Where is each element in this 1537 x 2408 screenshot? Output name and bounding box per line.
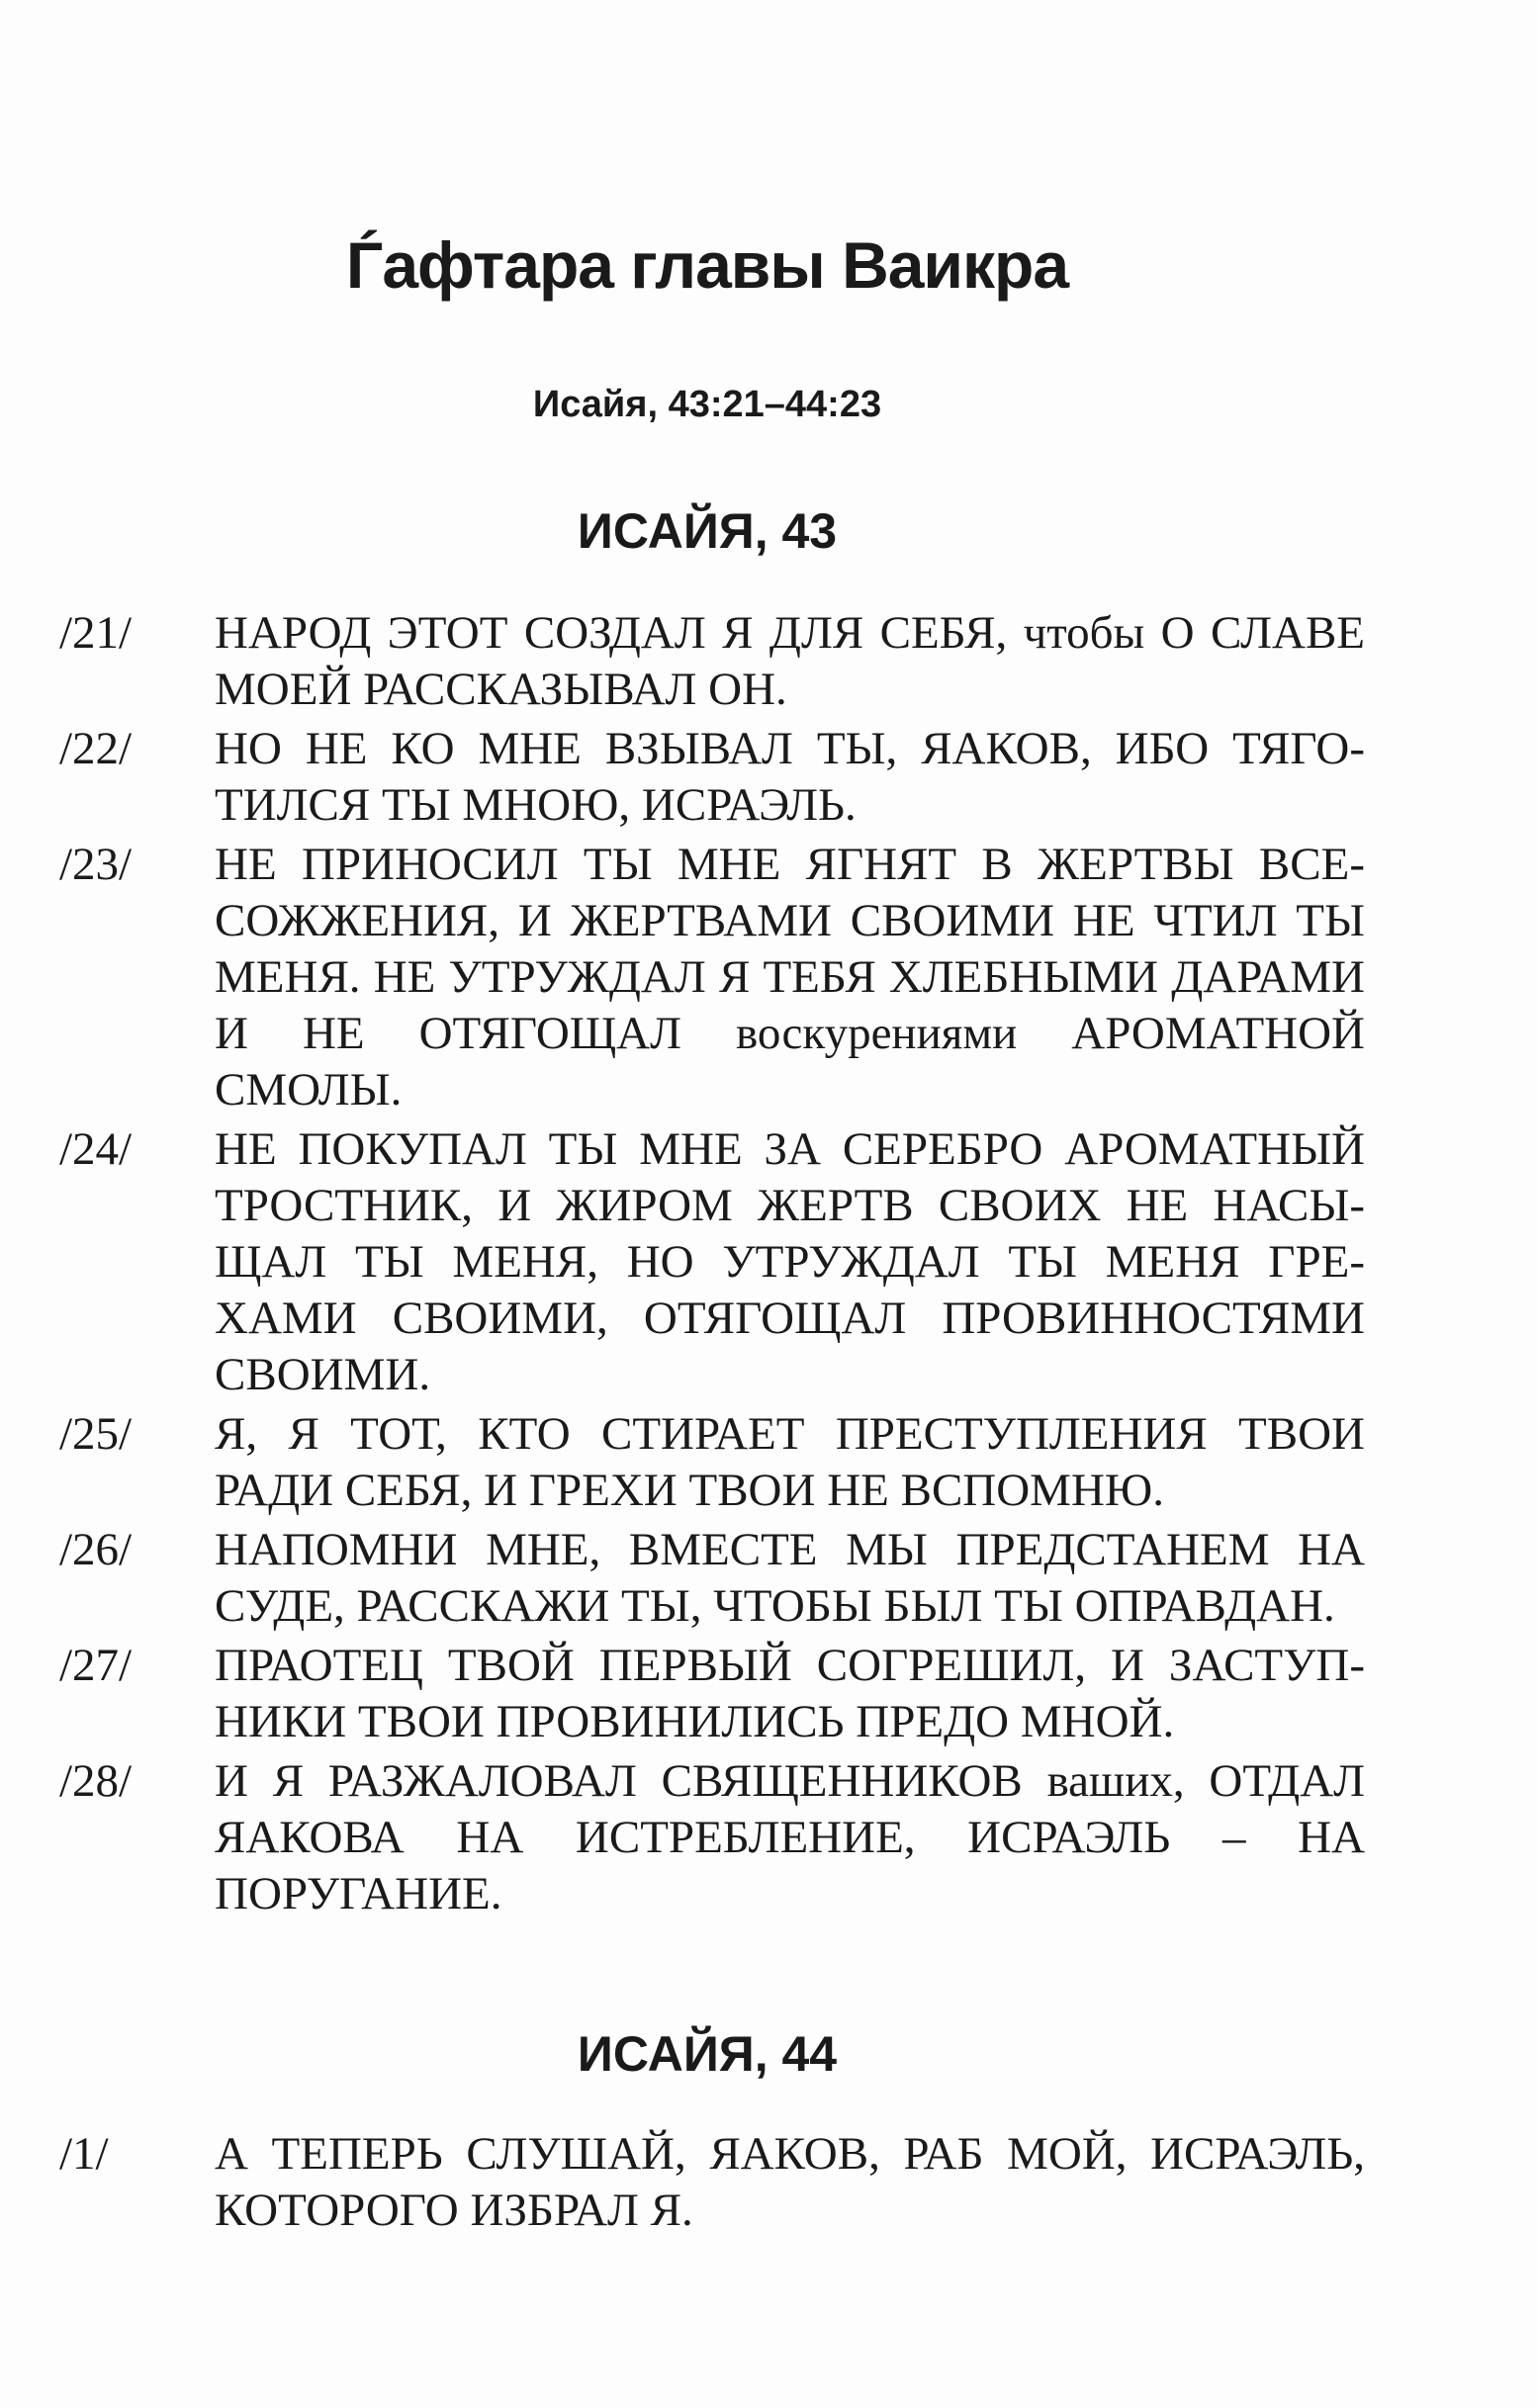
verse [59, 1638, 1365, 1750]
verse [59, 605, 1365, 718]
verse-number: /24/ [59, 1123, 133, 1175]
verse-text: И Я РАЗЖАЛОВАЛ СВЯЩЕННИКОВ ваших, ОТДАЛ ЯАКОВА НА ИСТРЕБЛЕНИЕ, ИСРАЭЛЬ – НА ПОРУГАНИЕ. [215, 1755, 1365, 1919]
verse [59, 1406, 1365, 1519]
verse-text: НЕ ПРИНОСИЛ ТЫ МНЕ ЯГНЯТ В ЖЕРТВЫ ВСЕСОЖЖЕНИЯ, И ЖЕРТВАМИ СВОИМИ НЕ ЧТИЛ ТЫ МЕНЯ. НЕ УТРУЖДАЛ Я ТЕБЯ ХЛЕБНЫМИ ДАРАМИ И НЕ ОТЯГОЩАЛ воскурениями АРОМАТНОЙ СМОЛЫ. [215, 839, 1365, 1115]
verse [59, 721, 1365, 834]
verse-number: /28/ [59, 1755, 133, 1807]
verse-text: НАПОМНИ МНЕ, ВМЕСТЕ МЫ ПРЕДСТАНЕМ НА СУДЕ, РАССКАЖИ ТЫ, ЧТОБЫ БЫЛ ТЫ ОПРАВДАН. [215, 1524, 1365, 1632]
verse [59, 1522, 1365, 1635]
verse [59, 837, 1365, 1118]
verse-number: /26/ [59, 1524, 133, 1575]
verse [59, 1753, 1365, 1922]
verse-list-43 [59, 605, 1365, 1925]
verse-number: /25/ [59, 1408, 133, 1460]
verse-number: /22/ [59, 723, 133, 774]
verse-text: А ТЕПЕРЬ СЛУШАЙ, ЯАКОВ, РАБ МОЙ, ИСРАЭЛЬ, КОТОРОГО ИЗБРАЛ Я. [215, 2128, 1365, 2236]
verse [59, 2126, 1365, 2239]
verse [59, 1121, 1365, 1403]
verse-number: /1/ [59, 2128, 109, 2180]
verse-number: /23/ [59, 839, 133, 890]
verse-text: НАРОД ЭТОТ СОЗДАЛ Я ДЛЯ СЕБЯ, чтобы О СЛАВЕ МОЕЙ РАССКАЗЫВАЛ ОН. [215, 607, 1365, 715]
verse-text: НО НЕ КО МНЕ ВЗЫВАЛ ТЫ, ЯАКОВ, ИБО ТЯГОТИЛСЯ ТЫ МНОЮ, ИСРАЭЛЬ. [215, 723, 1365, 831]
verse-text: НЕ ПОКУПАЛ ТЫ МНЕ ЗА СЕРЕБРО АРОМАТНЫЙ ТРОСТНИК, И ЖИРОМ ЖЕРТВ СВОИХ НЕ НАСЫЩАЛ ТЫ МЕНЯ, НО УТРУЖДАЛ ТЫ МЕНЯ ГРЕХАМИ СВОИМИ, ОТЯГОЩАЛ ПРОВИННОСТЯМИ СВОИМИ. [215, 1123, 1365, 1400]
verse-list-44 [59, 2126, 1365, 2242]
page-subtitle: Исайя, 43:21–44:23 [532, 384, 882, 425]
verse-number: /21/ [59, 607, 133, 659]
verse-text: Я, Я ТОТ, КТО СТИРАЕТ ПРЕСТУПЛЕНИЯ ТВОИ РАДИ СЕБЯ, И ГРЕХИ ТВОИ НЕ ВСПОМНЮ. [215, 1408, 1365, 1516]
verse-number: /27/ [59, 1640, 133, 1691]
page-title: Ѓафтара главы Ваикра [345, 228, 1069, 302]
chapter-heading-43: ИСАЙЯ, 43 [577, 503, 838, 559]
chapter-heading-44: ИСАЙЯ, 44 [577, 2026, 838, 2082]
verse-text: ПРАОТЕЦ ТВОЙ ПЕРВЫЙ СОГРЕШИЛ, И ЗАСТУПНИКИ ТВОИ ПРОВИНИЛИСЬ ПРЕДО МНОЙ. [215, 1640, 1365, 1747]
